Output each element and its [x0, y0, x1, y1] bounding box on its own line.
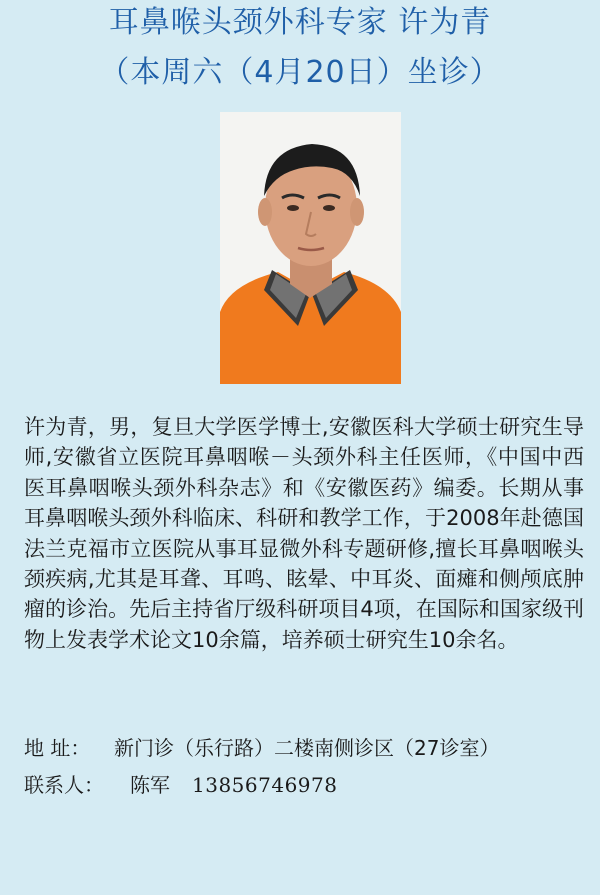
page-subtitle: （本周六（4月20日）坐诊） [99, 55, 501, 90]
address-row [24, 734, 499, 762]
contact-row [24, 771, 337, 799]
contact-label: 联系人： [24, 773, 104, 797]
doctor-portrait-icon [220, 112, 401, 384]
address-label: 地 址： [24, 736, 91, 760]
doctor-biography: 许为青，男，复旦大学医学博士,安徽医科大学硕士研究生导师,安徽省立医院耳鼻咽喉－头颈外科主任医师，《中国中西医耳鼻咽喉头颈外科杂志》和《安徽医药》编委。长期从事耳鼻咽喉头颈外科临床、科研和教学工作，于2008年赴德国法兰克福市立医院从事耳显微外科专题研修,擅长耳鼻咽喉头颈疾病,尤其是耳聋、耳鸣、眩晕、中耳炎、面瘫和侧颅底肿瘤的诊治。先后主持省厅级科研项目4项，在国际和国家级刊物上发表学术论文10余篇，培养硕士研究生10余名。 [24, 415, 584, 652]
page-title: 耳鼻喉头颈外科专家 许为青 [108, 5, 492, 40]
contact-phone[interactable]: 13856746978 [192, 773, 338, 797]
address-value: 新门诊（乐行路）二楼南侧诊区（27诊室） [114, 736, 500, 760]
contact-name: 陈军 [130, 773, 170, 797]
